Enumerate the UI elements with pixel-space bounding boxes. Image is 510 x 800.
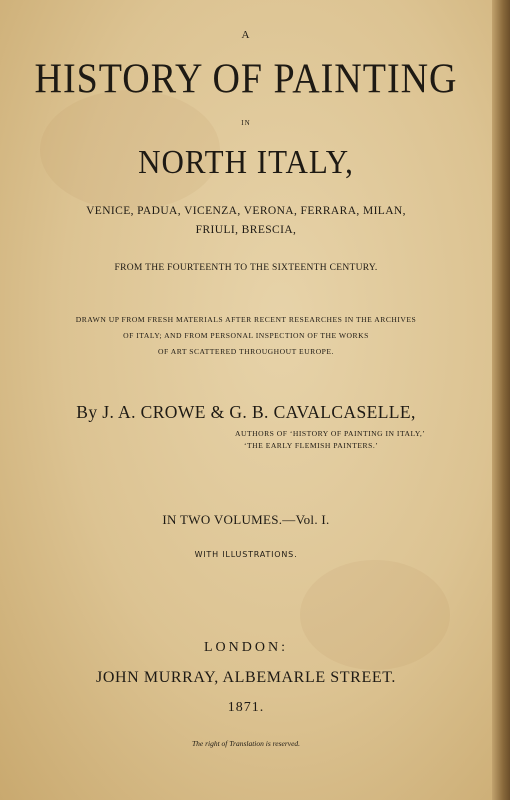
main-title: HISTORY OF PAINTING	[34, 55, 458, 103]
authors-line: By J. A. CROWE & G. B. CAVALCASELLE,	[76, 402, 416, 422]
description-line-3: OF ART SCATTERED THROUGHOUT EUROPE.	[158, 347, 334, 356]
credit-line-2: ‘THE EARLY FLEMISH PAINTERS.’	[244, 441, 379, 450]
publication-year: 1871.	[227, 700, 265, 715]
credit-line-1: AUTHORS OF ‘HISTORY OF PAINTING IN ITALY,’	[235, 429, 426, 438]
period-line: FROM THE FOURTEENTH TO THE SIXTEENTH CENTURY.	[114, 263, 378, 273]
publisher-name: JOHN MURRAY, ALBEMARLE STREET.	[96, 669, 396, 686]
volumes-line: IN TWO VOLUMES.—Vol. I.	[162, 512, 330, 527]
title-article: A	[241, 29, 251, 41]
places-line-2: FRIULI, BRESCIA,	[195, 224, 297, 236]
illustrations-line: WITH ILLUSTRATIONS.	[194, 550, 298, 559]
description-line-2: OF ITALY; AND FROM PERSONAL INSPECTION OF THE WORKS	[123, 331, 369, 340]
rights-notice: The right of Translation is reserved.	[191, 739, 301, 748]
places-line-1: VENICE, PADUA, VICENZA, VERONA, FERRARA, MILAN,	[86, 205, 406, 217]
book-spine-edge	[492, 0, 510, 800]
publisher-city: LONDON:	[204, 640, 288, 655]
description-line-1: DRAWN UP FROM FRESH MATERIALS AFTER RECENT RESEARCHES IN THE ARCHIVES	[75, 315, 417, 324]
subtitle: NORTH ITALY,	[138, 142, 354, 181]
title-connector: IN	[241, 119, 251, 127]
